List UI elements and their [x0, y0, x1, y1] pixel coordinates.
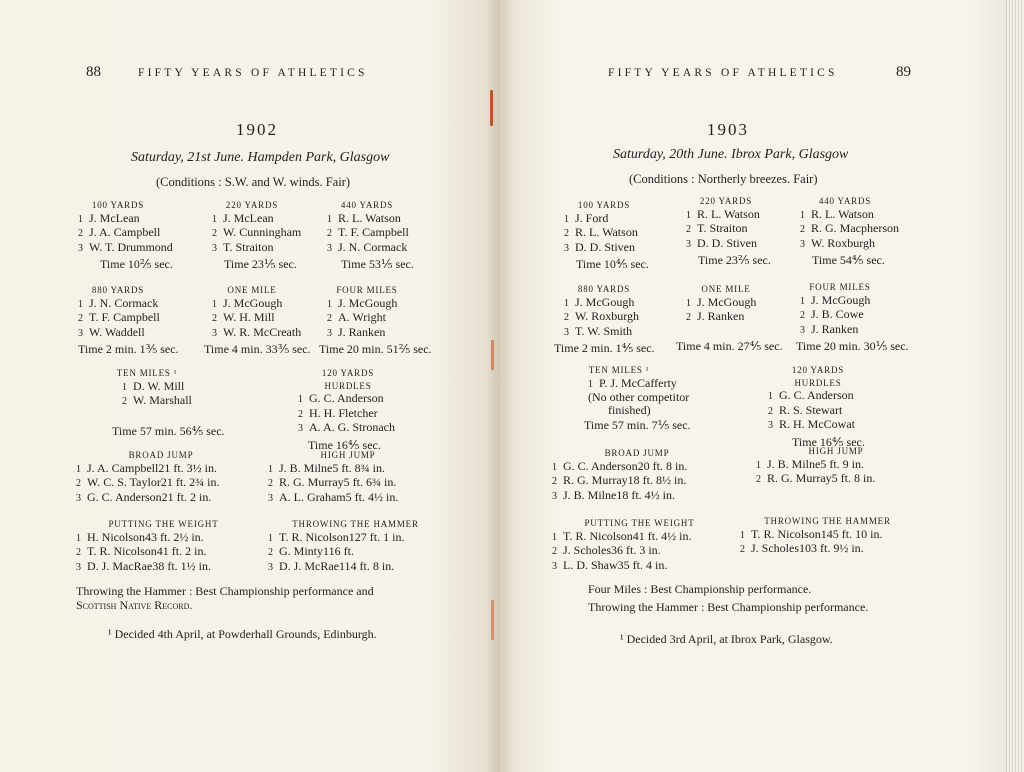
position: 1: [122, 381, 127, 393]
result-mark: 103 ft. 9½ in.: [799, 541, 864, 555]
athlete-name: R. G. Murray: [279, 475, 344, 489]
event-440-yards: [327, 199, 447, 271]
position: 1: [78, 213, 83, 225]
result-mark: 38 ft. 1½ in.: [152, 558, 211, 573]
position: 2: [686, 312, 691, 323]
athlete-name: R. L. Watson: [338, 210, 401, 225]
position: 2: [76, 547, 81, 558]
event-title: 880 YARDS: [91, 285, 145, 295]
position: 2: [564, 312, 569, 323]
event-title: BROAD JUMP: [128, 450, 194, 460]
athlete-name: J. Scholes: [751, 541, 799, 555]
event-100-yards: [564, 199, 684, 271]
event-title: HIGH JUMP: [808, 446, 864, 456]
position: 2: [768, 405, 773, 417]
athlete-name: W. R. McCreath: [223, 324, 302, 339]
position: 2: [212, 228, 217, 239]
position: 1: [212, 213, 217, 225]
right-page: [500, 0, 1012, 772]
running-head: FIFTY YEARS OF ATHLETICS: [608, 67, 838, 79]
athlete-name: R. G. Murray: [767, 471, 832, 485]
position: 2: [552, 476, 557, 487]
event-title: ONE MILE: [227, 285, 277, 295]
athlete-name: W. C. S. Taylor: [87, 475, 161, 489]
left-page: [0, 0, 500, 772]
athlete-name: R. L. Watson: [575, 225, 638, 239]
event-title: FOUR MILES: [809, 282, 871, 292]
event-time: Time 2 min. 1⅘ sec.: [554, 341, 655, 355]
result-mark: 36 ft. 3 in.: [611, 543, 661, 557]
event-time: Time 16⅘ sec.: [792, 434, 865, 449]
event-title: 220 YARDS: [699, 196, 753, 206]
position: 1: [327, 213, 332, 225]
position: 3: [564, 326, 569, 338]
position: 1: [76, 532, 81, 544]
athlete-name: A. Wright: [338, 310, 386, 324]
result-mark: 20 ft. 8 in.: [637, 458, 688, 473]
event-time: Time 57 min. 7⅕ sec.: [584, 418, 691, 432]
athlete-name: J. B. Cowe: [811, 307, 864, 321]
position: 2: [78, 313, 83, 324]
page-number: 89: [896, 64, 911, 80]
event-time: Time 54⅘ sec.: [812, 253, 885, 267]
event-title: PUTTING THE WEIGHT: [108, 519, 219, 529]
position: 3: [76, 492, 81, 504]
event-440-yards: [800, 195, 930, 267]
event-time: Time 10⅖ sec.: [100, 257, 173, 271]
result-mark: 43 ft. 2½ in.: [145, 529, 204, 544]
event-broad-jump: [552, 447, 737, 503]
athlete-name: W. Cunningham: [223, 225, 302, 239]
athlete-name: D. W. Mill: [133, 378, 185, 393]
athlete-name: J. B. Milne: [767, 456, 821, 471]
athlete-name: P. J. McCafferty: [599, 375, 677, 390]
position: 2: [564, 228, 569, 239]
athlete-name: A. A. G. Stronach: [309, 420, 395, 434]
event-ten-miles: [584, 364, 734, 432]
athlete-name: J. McLean: [89, 210, 140, 225]
position: 3: [800, 324, 805, 336]
event-high-jump: [268, 449, 448, 505]
result-mark: 5 ft. 8¾ in.: [332, 460, 386, 475]
event-putting-the-weight: [552, 517, 737, 573]
athlete-name: T. F. Campbell: [338, 225, 409, 239]
position: 1: [564, 213, 569, 225]
athlete-name: R. G. Murray: [563, 473, 628, 487]
event-ten-miles: [112, 367, 252, 437]
position: 2: [800, 224, 805, 235]
event-title: PUTTING THE WEIGHT: [584, 518, 695, 528]
conditions: (Conditions : S.W. and W. winds. Fair): [156, 175, 350, 189]
footnote: ¹ Decided 4th April, at Powderhall Grounds, Edinburgh.: [108, 627, 377, 641]
athlete-name: J. McGough: [697, 294, 757, 309]
position: 2: [327, 228, 332, 239]
position: 1: [588, 378, 593, 390]
event-title: FOUR MILES: [336, 285, 398, 295]
position: 2: [78, 228, 83, 239]
position: 2: [122, 396, 127, 407]
event-time: Time 4 min. 33⅗ sec.: [204, 342, 311, 356]
position: 3: [78, 242, 83, 254]
event-220-yards: [686, 195, 806, 267]
event-time: Time 4 min. 27⅘ sec.: [676, 339, 783, 353]
athlete-name: D. J. McRae: [279, 558, 339, 573]
event-throwing-the-hammer: [740, 515, 925, 557]
position: 1: [800, 295, 805, 307]
position: 3: [268, 561, 273, 573]
meeting-date: Saturday, 20th June. Ibrox Park, Glasgow: [613, 147, 849, 162]
athlete-name: J. McGough: [338, 295, 398, 310]
athlete-name: D. J. MacRae: [87, 558, 153, 573]
event-throwing-the-hammer: [268, 518, 453, 574]
athlete-name: J. A. Campbell: [87, 460, 159, 475]
event-time: Time 20 min. 51⅖ sec.: [319, 342, 432, 356]
ten-miles-note: (No other competitor: [588, 390, 690, 404]
event-title: 880 YARDS: [577, 284, 631, 294]
position: 1: [686, 297, 691, 309]
position: 2: [800, 310, 805, 321]
position: 1: [76, 463, 81, 475]
event-putting-the-weight: [76, 518, 261, 574]
athlete-name: T. R. Nicolson: [87, 544, 157, 558]
ten-miles-note-continued: finished): [608, 402, 651, 417]
event-880-yards: [78, 284, 198, 356]
position: 2: [756, 474, 761, 485]
athlete-name: R. S. Stewart: [779, 402, 843, 417]
athlete-name: T. R. Nicolson: [279, 529, 349, 544]
position: 1: [756, 459, 761, 471]
event-one-mile: [676, 283, 806, 353]
event-title: HIGH JUMP: [320, 450, 376, 460]
event-title: 120 YARDS HURDLES: [321, 368, 375, 391]
athlete-name: W. Marshall: [133, 393, 192, 407]
position: 3: [298, 423, 303, 434]
position: 3: [327, 242, 332, 254]
athlete-name: R. L. Watson: [697, 206, 760, 221]
athlete-name: J. N. Cormack: [338, 239, 408, 254]
page-edges: [1006, 0, 1024, 772]
position: 2: [268, 547, 273, 558]
position: 3: [686, 238, 691, 250]
event-four-miles: [319, 284, 447, 356]
result-mark: 5 ft. 9 in.: [820, 456, 865, 471]
event-title: 100 YARDS: [577, 200, 631, 210]
position: 3: [268, 492, 273, 504]
result-mark: 21 ft. 3½ in.: [158, 460, 218, 475]
athlete-name: T. W. Smith: [575, 323, 633, 338]
athlete-name: J. B. Milne: [279, 460, 333, 475]
event-title: 120 YARDS HURDLES: [791, 365, 845, 388]
result-mark: 5 ft. 8 in.: [831, 471, 876, 485]
position: 2: [740, 544, 745, 555]
athlete-name: T. R. Nicolson: [751, 526, 821, 541]
event-title: 100 YARDS: [91, 200, 145, 210]
position: 1: [268, 463, 273, 475]
position: 3: [800, 238, 805, 250]
running-head: FIFTY YEARS OF ATHLETICS: [138, 67, 368, 79]
position: 3: [768, 420, 773, 431]
athlete-name: J. McGough: [575, 294, 635, 309]
event-time: Time 53⅕ sec.: [341, 257, 414, 271]
event-time: Time 2 min. 1⅗ sec.: [78, 342, 179, 356]
position: 1: [298, 394, 303, 405]
result-mark: 18 ft. 4½ in.: [616, 487, 676, 502]
result-mark: 114 ft. 8 in.: [339, 558, 395, 573]
position: 3: [212, 327, 217, 339]
athlete-name: R. L. Watson: [811, 206, 874, 221]
event-four-miles: [796, 281, 930, 353]
event-high-jump: [756, 445, 926, 487]
athlete-name: J. Ranken: [697, 309, 745, 323]
athlete-name: G. Minty: [279, 544, 324, 558]
record-note: Throwing the Hammer : Best Championship performance and: [76, 584, 374, 598]
athlete-name: J. McLean: [223, 210, 274, 225]
event-title: 220 YARDS: [225, 200, 279, 210]
bookmark-strip: [491, 340, 494, 370]
position: 2: [212, 313, 217, 324]
athlete-name: W. H. Mill: [223, 310, 275, 324]
position: 1: [78, 298, 83, 310]
position: 1: [686, 209, 691, 221]
record-note-continued: Scottish Native Record.: [76, 598, 193, 612]
position: 2: [552, 546, 557, 557]
position: 1: [268, 532, 273, 544]
event-120-yards-hurdles: [768, 364, 908, 448]
position: 3: [76, 561, 81, 573]
result-mark: 127 ft. 1 in.: [348, 529, 405, 544]
position: 3: [78, 327, 83, 339]
page-number: 88: [86, 64, 101, 80]
event-220-yards: [212, 199, 332, 271]
year-heading: 1902: [236, 120, 278, 139]
athlete-name: G. C. Anderson: [779, 388, 854, 402]
footnote: ¹ Decided 3rd April, at Ibrox Park, Glasgow.: [620, 632, 833, 646]
position: 2: [268, 478, 273, 489]
event-time: Time 57 min. 56⅘ sec.: [112, 423, 225, 438]
athlete-name: W. Waddell: [89, 324, 145, 339]
event-time: Time 23⅖ sec.: [698, 253, 771, 267]
result-mark: 41 ft. 4½ in.: [632, 528, 692, 543]
result-mark: 116 ft.: [323, 544, 354, 558]
position: 1: [800, 209, 805, 221]
athlete-name: J. Scholes: [563, 543, 611, 557]
result-mark: 21 ft. 2¾ in.: [160, 475, 220, 489]
position: 3: [552, 490, 557, 502]
bookmark-strip: [490, 90, 493, 126]
event-120-yards-hurdles: [298, 367, 438, 451]
bookmark-strip: [491, 600, 494, 640]
event-time: Time 16⅘ sec.: [308, 437, 381, 452]
event-title: THROWING THE HAMMER: [764, 516, 891, 526]
position: 1: [768, 391, 773, 402]
meeting-date: Saturday, 21st June. Hampden Park, Glasgow: [131, 150, 390, 165]
event-title: ONE MILE: [701, 284, 751, 294]
athlete-name: H. Nicolson: [87, 529, 145, 544]
athlete-name: W. Roxburgh: [575, 309, 640, 323]
result-mark: 5 ft. 4½ in.: [345, 489, 399, 504]
athlete-name: J. B. Milne: [563, 487, 617, 502]
athlete-name: G. C. Anderson: [563, 458, 638, 473]
result-mark: 18 ft. 8½ in.: [627, 473, 687, 487]
result-mark: 21 ft. 2 in.: [161, 489, 212, 504]
event-broad-jump: [76, 449, 256, 505]
athlete-name: J. Ranken: [811, 321, 859, 336]
event-title: 440 YARDS: [818, 196, 872, 206]
position: 1: [552, 531, 557, 543]
athlete-name: T. F. Campbell: [89, 310, 160, 324]
position: 2: [298, 408, 303, 420]
result-mark: 145 ft. 10 in.: [820, 526, 883, 541]
event-title: TEN MILES ¹: [588, 365, 650, 375]
result-mark: 35 ft. 4 in.: [617, 557, 668, 572]
athlete-name: R. H. McCowat: [779, 417, 855, 431]
athlete-name: T. Straiton: [697, 221, 748, 235]
athlete-name: G. C. Anderson: [309, 391, 384, 405]
event-time: Time 10⅘ sec.: [576, 257, 649, 271]
athlete-name: J. McGough: [811, 292, 871, 307]
athlete-name: G. C. Anderson: [87, 489, 162, 504]
position: 1: [564, 297, 569, 309]
record-note: Four Miles : Best Championship performance.: [588, 582, 812, 596]
result-mark: 41 ft. 2 in.: [156, 544, 207, 558]
position: 1: [740, 529, 745, 541]
athlete-name: W. Roxburgh: [811, 235, 876, 250]
athlete-name: D. D. Stiven: [575, 239, 635, 254]
event-100-yards: [78, 199, 198, 271]
event-time: Time 20 min. 30⅕ sec.: [796, 339, 909, 353]
year-heading: 1903: [707, 120, 749, 139]
event-time: Time 23⅕ sec.: [224, 257, 297, 271]
athlete-name: R. G. Macpherson: [811, 221, 899, 235]
athlete-name: J. N. Cormack: [89, 295, 159, 310]
position: 1: [327, 298, 332, 310]
athlete-name: J. Ranken: [338, 324, 386, 339]
record-note-second: Throwing the Hammer : Best Championship performance.: [588, 600, 869, 614]
athlete-name: L. D. Shaw: [563, 557, 618, 572]
athlete-name: T. Straiton: [223, 239, 274, 254]
conditions: (Conditions : Northerly breezes. Fair): [629, 172, 818, 186]
athlete-name: J. McGough: [223, 295, 283, 310]
event-one-mile: [204, 284, 332, 356]
position: 3: [552, 560, 557, 572]
athlete-name: H. H. Fletcher: [309, 405, 378, 420]
athlete-name: A. L. Graham: [279, 489, 346, 504]
position: 1: [212, 298, 217, 310]
event-title: BROAD JUMP: [604, 448, 670, 458]
position: 3: [212, 242, 217, 254]
position: 1: [552, 461, 557, 473]
position: 3: [327, 327, 332, 339]
athlete-name: J. A. Campbell: [89, 225, 161, 239]
result-mark: 5 ft. 6¾ in.: [343, 475, 397, 489]
event-title: 440 YARDS: [340, 200, 394, 210]
event-title: TEN MILES ¹: [116, 368, 178, 378]
athlete-name: J. Ford: [575, 210, 609, 225]
event-880-yards: [554, 283, 684, 355]
athlete-name: W. T. Drummond: [89, 239, 173, 254]
position: 2: [76, 478, 81, 489]
athlete-name: D. D. Stiven: [697, 235, 757, 250]
position: 2: [686, 224, 691, 235]
event-title: THROWING THE HAMMER: [292, 519, 419, 529]
position: 2: [327, 313, 332, 324]
athlete-name: T. R. Nicolson: [563, 528, 633, 543]
position: 3: [564, 242, 569, 254]
